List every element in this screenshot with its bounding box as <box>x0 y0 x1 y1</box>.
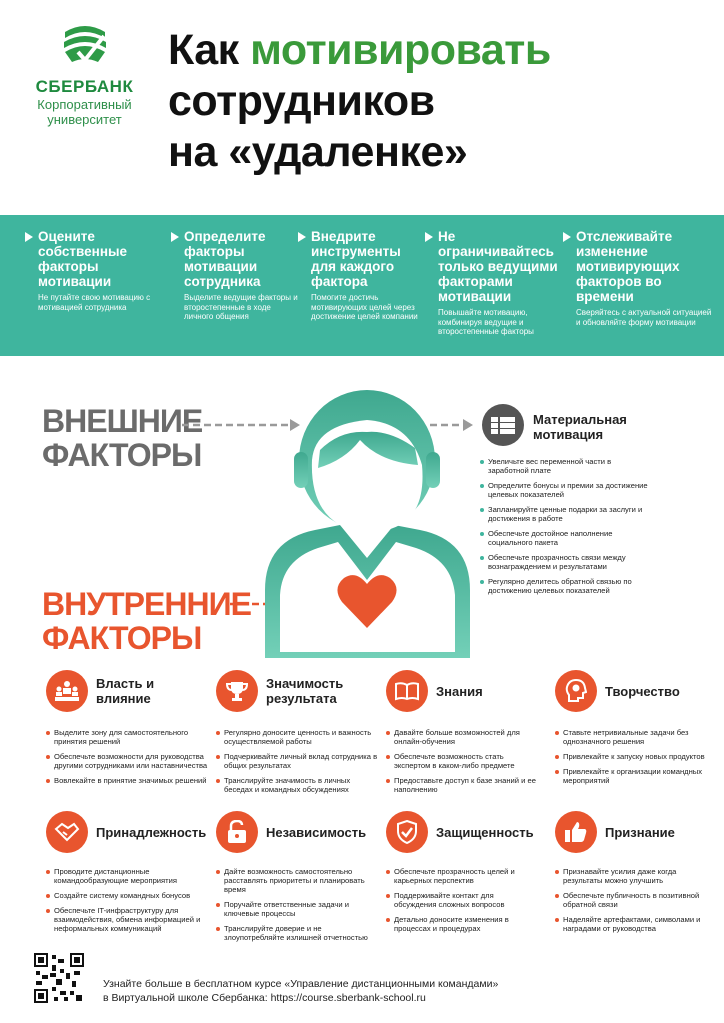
step-3-heading: Внедрите инструменты для каждого фактора <box>297 229 422 289</box>
list-item: Детально доносите изменения в процессах и процедурах <box>386 915 536 933</box>
footer-text <box>103 977 498 1005</box>
external-label-line1: ВНЕШНИЕ <box>42 403 203 439</box>
list-item: Поручайте ответственные задачи и ключевые процессы <box>216 900 381 918</box>
unlocked-padlock-icon <box>216 811 258 853</box>
logo-subtitle-line2: университет <box>47 112 122 127</box>
step-1-description: Не путайте свою мотивацию с мотивацией сотрудника <box>38 293 151 312</box>
steps-band <box>0 215 724 356</box>
footer-line1: Узнайте больше в бесплатном курсе «Управление дистанционными командами» <box>103 978 499 990</box>
factor-title: Признание <box>605 825 675 840</box>
step-2-heading: Определите факторы мотивации сотрудника <box>170 229 302 289</box>
list-item: Ставьте нетривиальные задачи без однозначного решения <box>555 728 705 746</box>
list-item: Наделяйте артефактами, символами и наградами от руководства <box>555 915 705 933</box>
list-item: Увеличьте вес переменной части в заработной плате <box>480 457 650 475</box>
external-label-line2: ФАКТОРЫ <box>42 437 202 473</box>
list-item: Давайте больше возможностей для онлайн-обучения <box>386 728 536 746</box>
factor-list <box>555 728 705 791</box>
step-3 <box>297 229 422 322</box>
step-4-description: Повышайте мотивацию, комбинируя ведущие и второстепенные факторы <box>438 308 534 336</box>
factor-list <box>216 728 381 800</box>
list-item: Признавайте усилия даже когда результаты можно улучшить <box>555 867 705 885</box>
step-2-description: Выделите ведущие факторы и второстепенные в ходе личного общения <box>184 293 298 321</box>
list-item: Привлекайте к организации командных мероприятий <box>555 767 705 785</box>
money-stack-icon <box>482 404 524 446</box>
list-item: Выделите зону для самостоятельного принятия решений <box>46 728 211 746</box>
material-title-line2: мотивация <box>533 427 604 442</box>
factor-list <box>46 728 211 791</box>
list-item: Обеспечьте публичность в позитивной обратной связи <box>555 891 705 909</box>
list-item: Подчеркивайте личный вклад сотрудника в общих результатах <box>216 752 381 770</box>
factor-list <box>386 867 536 939</box>
list-item: Транслируйте значимость в личных беседах и командных обсуждениях <box>216 776 381 794</box>
step-1-heading: Оцените собственные факторы мотивации <box>24 229 156 289</box>
list-item: Проводите дистанционные командообразующие мероприятия <box>46 867 211 885</box>
internal-label-line2: ФАКТОРЫ <box>42 620 202 656</box>
list-item: Привлекайте к запуску новых продуктов <box>555 752 705 761</box>
material-motivation-title <box>533 412 627 442</box>
step-2 <box>170 229 302 322</box>
step-5 <box>562 229 712 327</box>
person-figure-icon <box>260 390 475 660</box>
step-3-description: Помогите достичь мотивирующих целей через достижение целей компании <box>311 293 418 321</box>
factor-title: Творчество <box>605 684 680 699</box>
internal-label-line1: ВНУТРЕННИЕ <box>42 586 251 622</box>
lightbulb-head-icon <box>555 670 597 712</box>
logo-brand: СБЕРБАНК <box>35 77 134 96</box>
title-part-1: Как <box>168 26 251 74</box>
factor-title: Знания <box>436 684 483 699</box>
factor-title: Власть и влияние <box>96 676 155 706</box>
page-title <box>168 25 551 178</box>
factor-list <box>386 728 536 800</box>
list-item: Вовлекайте в принятие значимых решений <box>46 776 211 785</box>
factor-list <box>216 867 381 948</box>
list-item: Обеспечьте прозрачность связи между вознаграждением и результатами <box>480 553 650 571</box>
logo-subtitle-line1: Корпоративный <box>37 97 132 112</box>
title-highlight: мотивировать <box>250 26 551 74</box>
list-item: Создайте систему командных бонусов <box>46 891 211 900</box>
step-1 <box>24 229 156 312</box>
list-item: Обеспечьте IT-инфраструктуру для взаимодействия, обмена информацией и неформальных коммуникаций <box>46 906 211 933</box>
people-podium-icon <box>46 670 88 712</box>
thumbs-up-icon <box>555 811 597 853</box>
factor-list <box>46 867 211 939</box>
list-item: Определите бонусы и премии за достижение целевых показателей <box>480 481 650 499</box>
list-item: Предоставьте доступ к базе знаний и ее наполнению <box>386 776 536 794</box>
factor-list <box>555 867 705 939</box>
book-icon <box>386 670 428 712</box>
step-5-heading: Отслеживайте изменение мотивирующих факторов во времени <box>562 229 712 304</box>
list-item: Дайте возможность самостоятельно расставлять приоритеты и планировать время <box>216 867 381 894</box>
step-4-heading: Не ограничивайтесь только ведущими факторами мотивации <box>424 229 564 304</box>
title-line-3: на «удаленке» <box>168 128 468 176</box>
factor-title: Независимость <box>266 825 367 840</box>
list-item: Регулярно делитесь обратной связью по достижению целевых показателей <box>480 577 650 595</box>
factor-title: Принадлежность <box>96 825 207 840</box>
factor-title: Защищенность <box>436 825 534 840</box>
list-item: Обеспечьте возможность стать экспертом в каком-либо предмете <box>386 752 536 770</box>
trophy-icon <box>216 670 258 712</box>
external-factors-label <box>42 404 202 472</box>
footer-course-link[interactable]: в Виртуальной школе Сбербанка: https://course.sberbank-school.ru <box>103 992 426 1004</box>
sberbank-logo <box>22 22 147 127</box>
sberbank-emblem-icon <box>60 22 110 68</box>
shield-check-icon <box>386 811 428 853</box>
qr-code-icon[interactable] <box>34 953 84 1003</box>
list-item: Обеспечьте прозрачность целей и карьерных перспектив <box>386 867 536 885</box>
step-5-description: Сверяйтесь с актуальной ситуацией и обновляйте форму мотивации <box>576 308 712 327</box>
list-item: Обеспечьте возможности для руководства другими сотрудниками или наставничества <box>46 752 211 770</box>
joined-hands-icon <box>46 811 88 853</box>
material-motivation-list <box>480 457 650 601</box>
internal-factors-label <box>42 587 251 655</box>
material-title-line1: Материальная <box>533 412 627 427</box>
list-item: Запланируйте ценные подарки за заслуги и достижения в работе <box>480 505 650 523</box>
title-line-2: сотрудников <box>168 77 435 125</box>
list-item: Регулярно доносите ценность и важность осуществляемой работы <box>216 728 381 746</box>
list-item: Поддерживайте контакт для обсуждения сложных вопросов <box>386 891 536 909</box>
factor-title: Значимость результата <box>266 676 344 706</box>
step-4 <box>424 229 564 337</box>
list-item: Транслируйте доверие и не злоупотребляйте излишней отчетностью <box>216 924 381 942</box>
list-item: Обеспечьте достойное наполнение социального пакета <box>480 529 650 547</box>
